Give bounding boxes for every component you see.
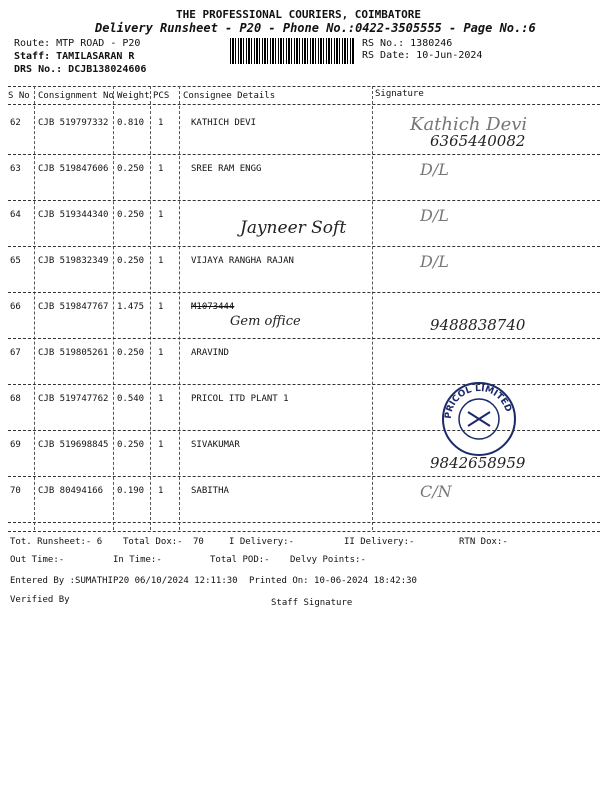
col-pcs: PCS [153, 91, 170, 101]
runsheet-title: Delivery Runsheet - P20 - Phone No.:0422-3505555 - Page No.:6 [95, 21, 536, 35]
total-dox-label: Total Dox:- [123, 537, 183, 547]
row-weight: 0.250 [117, 164, 145, 174]
col-sno: S No [8, 91, 30, 101]
out-time: Out Time:- [10, 555, 65, 565]
row-weight: 0.250 [117, 440, 145, 450]
row-rule [8, 154, 600, 155]
col-weight: Weight [117, 91, 150, 101]
row-sno: 64 [10, 210, 21, 220]
row-consignee: SABITHA [191, 486, 229, 496]
delvy-points: Delvy Points:- [290, 555, 366, 565]
staff-signature: Staff Signature [271, 598, 353, 608]
row-signature-phone: 9842658959 [430, 454, 526, 472]
row-signature-phone: 9488838740 [430, 316, 526, 334]
staff: Staff: TAMILASARAN R [14, 51, 135, 62]
rtn-dox: RTN Dox:- [459, 537, 508, 547]
ii-delivery: II Delivery:- [344, 537, 415, 547]
company-stamp [440, 380, 518, 458]
company-name: THE PROFESSIONAL COURIERS, COIMBATORE [176, 8, 422, 21]
row-pcs: 1 [158, 210, 164, 220]
row-consignee: M1073444 [191, 302, 235, 312]
svg-text:PRICOL LIMITED: PRICOL LIMITED [443, 383, 514, 420]
row-consignment-no: CJB 519832349 [38, 256, 109, 266]
row-consignment-no: CJB 519344340 [38, 210, 109, 220]
row-consignment-no: CJB 519847767 [38, 302, 109, 312]
row-sno: 70 [10, 486, 21, 496]
row-pcs: 1 [158, 486, 164, 496]
row-sno: 62 [10, 118, 21, 128]
row-pcs: 1 [158, 164, 164, 174]
row-consignment-no: CJB 519747762 [38, 394, 109, 404]
row-weight: 0.810 [117, 118, 145, 128]
row-consignee: PRICOL ITD PLANT 1 [191, 394, 289, 404]
row-consignment-no: CJB 519805261 [38, 348, 109, 358]
table-header-rule [8, 104, 600, 105]
row-sno: 63 [10, 164, 21, 174]
row-sno: 66 [10, 302, 21, 312]
row-weight: 1.475 [117, 302, 145, 312]
row-pcs: 1 [158, 440, 164, 450]
row-pcs: 1 [158, 118, 164, 128]
drs-number: DRS No.: DCJB138024606 [14, 64, 147, 75]
row-weight: 0.250 [117, 348, 145, 358]
i-delivery: I Delivery:- [229, 537, 295, 547]
row-pcs: 1 [158, 302, 164, 312]
row-consignee: SREE RAM ENGG [191, 164, 262, 174]
row-weight: 0.250 [117, 256, 145, 266]
col-consignee: Consignee Details [183, 91, 276, 101]
row-signature: D/L [420, 206, 449, 225]
row-consignment-no: CJB 80494166 [38, 486, 104, 496]
row-consignment-no: CJB 519847606 [38, 164, 109, 174]
footer-rule [8, 531, 600, 532]
in-time: In Time:- [113, 555, 162, 565]
col-signature: Signature [375, 89, 424, 99]
row-weight: 0.540 [117, 394, 145, 404]
row-sno: 65 [10, 256, 21, 266]
row-rule [8, 292, 600, 293]
table-top-rule [8, 86, 600, 87]
row-rule [8, 522, 600, 523]
row-pcs: 1 [158, 394, 164, 404]
tot-runsheet: Tot. Runsheet:- 6 [10, 537, 103, 547]
row-signature-phone: 6365440082 [430, 132, 526, 150]
row-signature: C/N [420, 482, 452, 501]
row-rule [8, 200, 600, 201]
row-consignment-no: CJB 519698845 [38, 440, 109, 450]
row-sno: 69 [10, 440, 21, 450]
printed-on: Printed On: 10-06-2024 18:42:30 [249, 576, 417, 586]
row-sno: 68 [10, 394, 21, 404]
row-handwritten-note: Gem office [230, 314, 301, 329]
row-weight: 0.250 [117, 210, 145, 220]
col-consignment: Consignment No [38, 91, 114, 101]
row-pcs: 1 [158, 256, 164, 266]
rs-number: RS No.: 1380246 [362, 38, 453, 49]
row-consignment-no: CJB 519797332 [38, 118, 109, 128]
row-consignee: SIVAKUMAR [191, 440, 240, 450]
row-signature: D/L [420, 160, 449, 179]
row-consignee: VIJAYA RANGHA RAJAN [191, 256, 294, 266]
row-rule [8, 338, 600, 339]
barcode [230, 38, 355, 64]
row-rule [8, 476, 600, 477]
row-sno: 67 [10, 348, 21, 358]
row-pcs: 1 [158, 348, 164, 358]
entered-by: Entered By :SUMATHIP20 06/10/2024 12:11:30 [10, 576, 238, 586]
row-consignee: KATHICH DEVI [191, 118, 257, 128]
row-signature: D/L [420, 252, 449, 271]
row-signature: Kathich Devi [410, 114, 528, 135]
row-consignee: ARAVIND [191, 348, 229, 358]
route: Route: MTP ROAD - P20 [14, 38, 141, 49]
row-handwritten-note: Jayneer Soft [240, 218, 347, 238]
row-rule [8, 246, 600, 247]
verified-by: Verified By [10, 595, 70, 605]
row-weight: 0.190 [117, 486, 145, 496]
total-dox-value: 70 [193, 537, 204, 547]
rs-date: RS Date: 10-Jun-2024 [362, 50, 483, 61]
total-pod: Total POD:- [210, 555, 270, 565]
